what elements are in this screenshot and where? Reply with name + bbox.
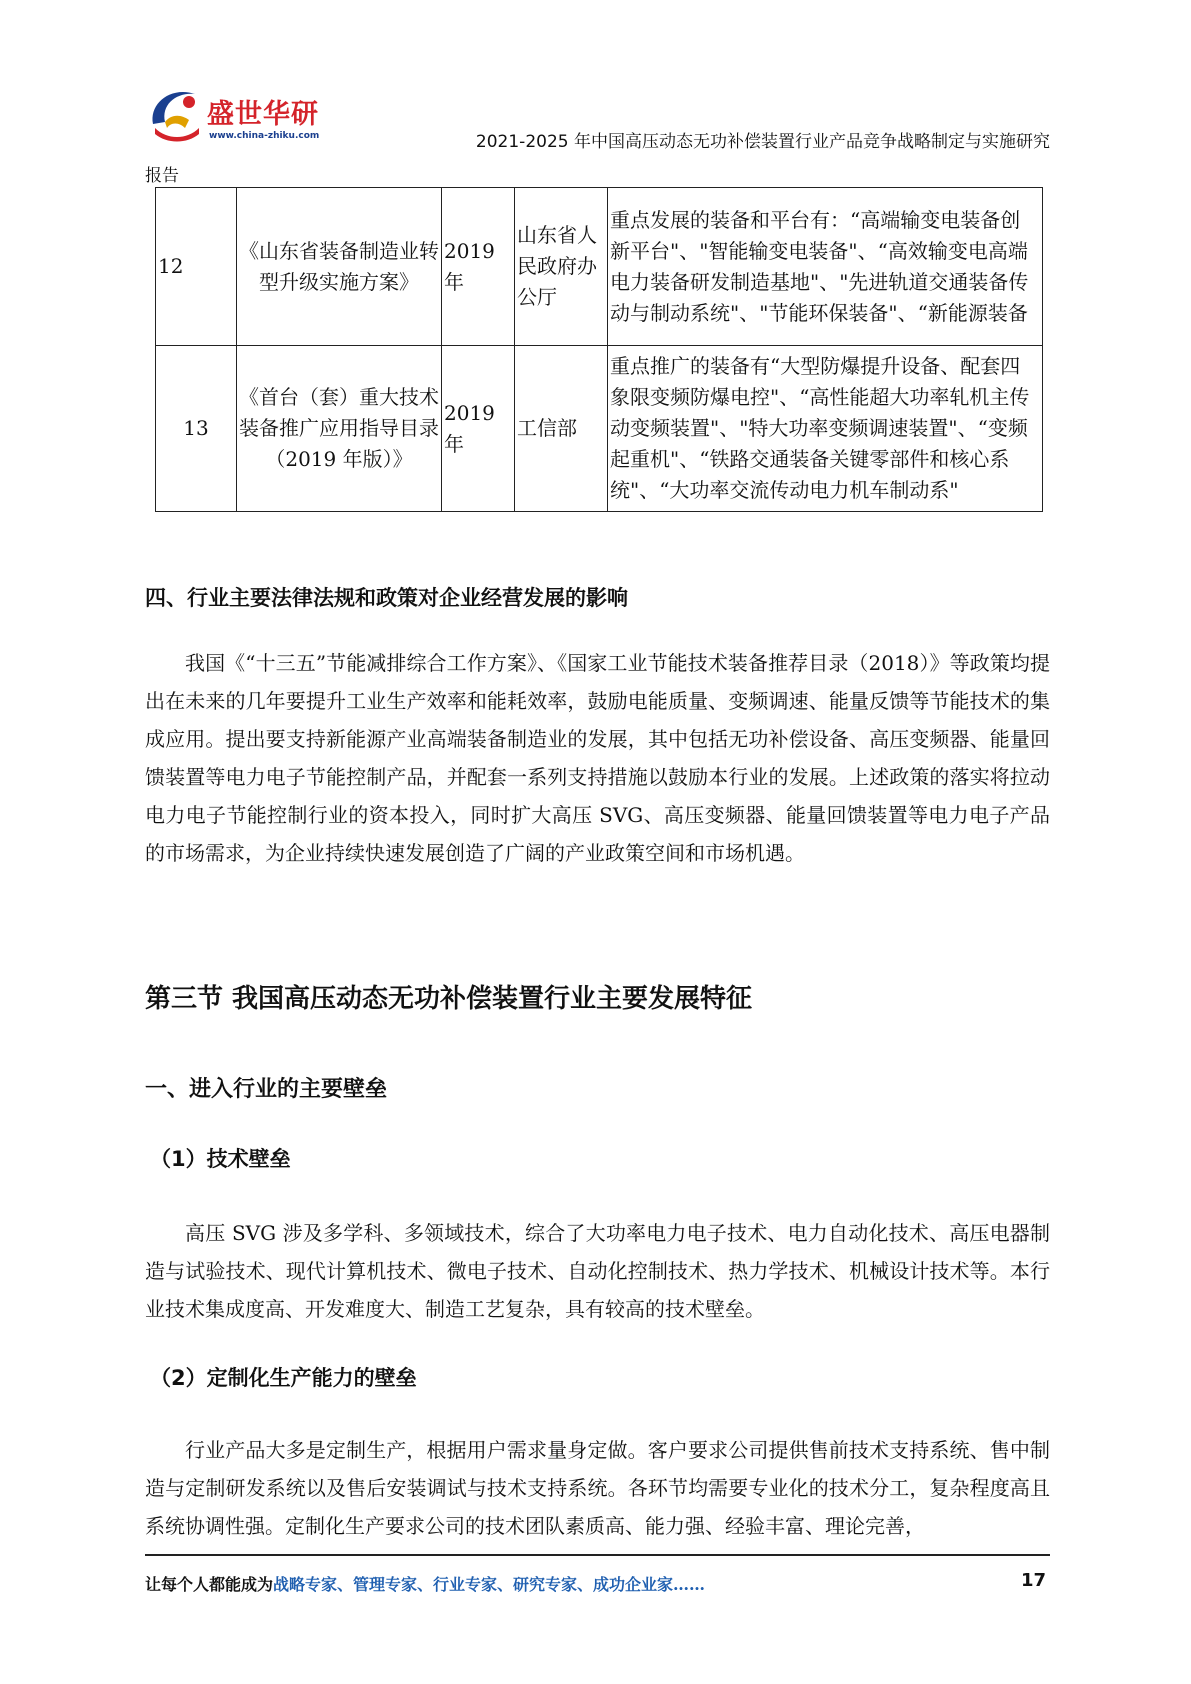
document-title: 2021-2025 年中国高压动态无功补偿装置行业产品竞争战略制定与实施研究 — [475, 132, 1050, 152]
policy-year: 2019年 — [442, 346, 515, 512]
barrier-heading: （1）技术壁垒 — [150, 1147, 291, 1171]
document-title-continuation: 报告 — [145, 166, 179, 186]
footer-slogan — [145, 1572, 705, 1595]
policy-name: 《山东省装备制造业转型升级实施方案》 — [237, 188, 442, 346]
policy-table — [155, 187, 1043, 512]
section-paragraph: 我国《“十三五”节能减排综合工作方案》、《国家工业节能技术装备推荐目录（2018）》等政策均提出在未来的几年要提升工业生产效率和能耗效率，鼓励电能质量、变频调速、能量反馈等节能技术的集成应用。提出要支持新能源产业高端装备制造业的发展，其中包括无功补偿设备、高压变频器、能量回馈装置等电力电子节能控制产品，并配套一系列支持措施以鼓励本行业的发展。上述政策的落实将拉动电力电子节能控制行业的资本投入，同时扩大高压 SVG、高压变频器、能量回馈装置等电力电子产品的市场需求，为企业持续快速发展创造了广阔的产业政策空间和市场机遇。 — [145, 651, 1050, 865]
chapter-heading: 第三节 我国高压动态无功补偿装置行业主要发展特征 — [145, 984, 753, 1014]
page-number: 17 — [1020, 1570, 1046, 1591]
footer-divider — [145, 1554, 1050, 1556]
issuing-agency: 工信部 — [515, 346, 608, 512]
barrier-heading: （2）定制化生产能力的壁垒 — [150, 1366, 417, 1390]
logo-url: www.china-zhiku.com — [209, 131, 320, 141]
policy-year: 2019年 — [442, 188, 515, 346]
barrier-paragraph: 高压 SVG 涉及多学科、多领域技术，综合了大功率电力电子技术、电力自动化技术、高压电器制造与试验技术、现代计算机技术、微电子技术、自动化控制技术、热力学技术、机械设计技术等。本行业技术集成度高、开发难度大、制造工艺复杂，具有较高的技术壁垒。 — [145, 1221, 1050, 1321]
subsection-heading: 一、进入行业的主要壁垒 — [145, 1077, 388, 1102]
table-row — [156, 346, 1043, 512]
barrier-paragraph: 行业产品大多是定制生产，根据用户需求量身定做。客户要求公司提供售前技术支持系统、售中制造与定制研发系统以及售后安装调试与技术支持系统。各环节均需要专业化的技术分工，复杂程度高且系统协调性强。定制化生产要求公司的技术团队素质高、能力强、经验丰富、理论完善， — [145, 1438, 1050, 1538]
section-heading: 四、行业主要法律法规和政策对企业经营发展的影响 — [145, 586, 628, 610]
footer-slogan-highlight: 战略专家、管理专家、行业专家、研究专家、成功企业家…… — [273, 1575, 706, 1594]
logo-emblem-icon — [145, 84, 207, 146]
row-number: 12 — [156, 188, 237, 346]
policy-description: 重点推广的装备有“大型防爆提升设备、配套四象限变频防爆电控"、“高性能超大功率轧机主传动变频装置"、"特大功率变频调速装置"、“变频起重机"、“铁路交通装备关键零部件和核心系统"、“大功率交流传动电力机车制动系" — [608, 346, 1043, 512]
company-logo — [145, 84, 320, 154]
table-row — [156, 188, 1043, 346]
footer-slogan-prefix: 让每个人都能成为 — [145, 1575, 274, 1594]
logo-name: 盛世华研 — [207, 99, 319, 130]
row-number: 13 — [156, 346, 237, 512]
issuing-agency: 山东省人民政府办公厅 — [515, 188, 608, 346]
policy-name: 《首台（套）重大技术装备推广应用指导目录（2019 年版）》 — [237, 346, 442, 512]
page-header — [145, 84, 1050, 184]
policy-description: 重点发展的装备和平台有：“高端输变电装备创新平台"、"智能输变电装备"、“高效输变电高端电力装备研发制造基地"、"先进轨道交通装备传动与制动系统"、"节能环保装备"、“新能源装备 — [608, 188, 1043, 346]
